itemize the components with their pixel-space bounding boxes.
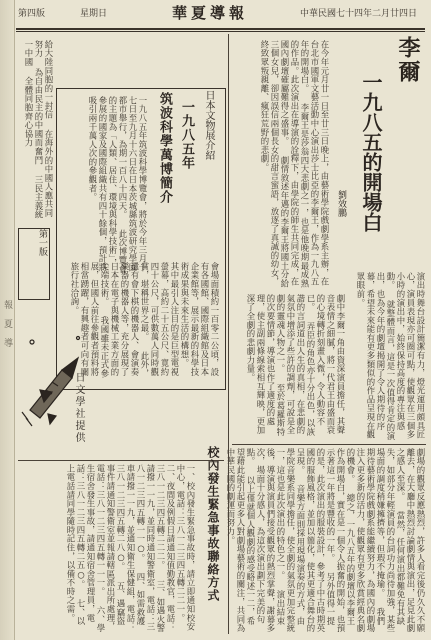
exhibit-paragraph: 此外，還有會下棋的機器人、會演奏樂器的機器人等，充分展現了日本在電子與機械工業方面的尖端技術。 xyxy=(100,262,150,378)
article-paragraph: 劇情敘述年邁的李爾王將國土分給三個女兒，卻因誤信兩個長女的甜言蜜語，放逐了真誠的幼女，終致眾叛親離、瘋狂荒野的悲劇。 xyxy=(260,40,290,288)
exhibit-body-upper xyxy=(60,96,148,276)
article-subtitle: 一九八五的開場白 xyxy=(359,72,383,232)
left-strip-line: 全體同胞齊心協力 xyxy=(24,76,34,148)
emergency-item: 三、如遇火警請撥一一九，並同時通知警衛室，電話：三八一二三四五轉一一○。 xyxy=(136,464,166,633)
emergency-item: 二、夜間及例假日請通知值勤教官，電話：三八一二三四五轉二二二。 xyxy=(156,464,176,632)
article-paragraph: 李爾王是莎翁四大悲劇之一，也是他晚期最成熟的作品。此次演出在導演的詮釋下，由學院的師生共同完成，在國內劇壇確屬難得之盛事。 xyxy=(280,40,310,288)
emergency-title: 校內發生緊急事故聯絡方式 xyxy=(206,446,220,602)
article-body-upper-1 xyxy=(230,40,330,290)
article-paragraph: 演出結束後，導演與演員們接受觀眾的熱烈掌聲，謝幕多次，場面十分感人，為這次演出劃下完美的句點。 xyxy=(246,448,286,633)
exhibit-credit: 日文學社提供 xyxy=(73,372,84,444)
exhibit-title-year: 一九八五年 xyxy=(179,100,194,170)
article-body-lower xyxy=(226,448,426,634)
exhibit-label: 日本文物展介紹 xyxy=(203,90,214,160)
article-paragraph: 另外值得一提的是，此次演出的服裝設計，參考了中古時期英國的服飾風格，並加以簡化，使其更適合舞台的呈現。 xyxy=(296,448,336,633)
exhibit-paragraph: 我國雖未正式參展，但國人前往參觀者預料將相當踴躍，有興趣者可向有關旅行社洽詢。 xyxy=(70,262,110,378)
emergency-item: 七、以上電話請同學隨時記住，以備不時之需。 xyxy=(66,464,86,626)
article-paragraph: 演出時舞台設計簡潔有力，燈光運用頗具匠心，演員表現亦可圈可點，使觀眾在三個多小時的演出中，始終保持高度的專注與感動。 xyxy=(386,272,426,440)
emergency-item: 五、遇竊盜事件請通知警衛室並報請轄區派出所處理，電話：三八一二三四五轉一一一。 xyxy=(96,464,126,632)
article-body-upper-2 xyxy=(350,272,426,442)
article-paragraph: 以上僅就個人觀劇的感受略述一二，希望藉此能引起更多人對劇場藝術的關注，共同為中華民國的劇運而努力。 xyxy=(226,448,256,633)
emergency-item: 一、校內發生緊急事故時，請立即通知校安中心，電話：三八一二三四五轉二二一。 xyxy=(176,464,196,632)
left-strip-box: 第一版 xyxy=(18,228,50,300)
left-strip-line: 給大陸同胞的一封信 xyxy=(44,40,54,120)
emergency-body xyxy=(20,464,196,634)
left-strip-text xyxy=(18,40,54,220)
left-strip-line: 三民主義統一中國 xyxy=(24,40,44,220)
article-title: 李爾 xyxy=(395,36,421,84)
exhibit-paragraph: 其中最引人注目的是巨型電視螢幕，高約二十五公尺、寬約四十公尺，可供數萬人同時觀賞，堪稱世界之最。 xyxy=(140,262,180,377)
article-paragraph: 劇場的觀眾反應熱烈，許多人看完後仍久久不願離去，在大廳中熱烈討論劇情與演出，足見此劇之感人至深。 xyxy=(396,448,426,633)
exhibit-paragraph: 此次博覽會的主題為「人類、居住、環境與科學技術」，參展的國家及國際組織共有四十餘個，預計將吸引兩千萬人次的參觀者。 xyxy=(88,96,128,274)
article-paragraph: 總之，一九八五年的劇壇以李爾王作為開場白，實在是一個令人振奮的開始，也預示著這一年將是豐收的一年。 xyxy=(326,448,356,633)
article-paragraph: 就整體而言，這是一次值得肯定的演出，也為今年的劇壇揭開了令人期待的序幕，希望未來能有更多類似的作品呈現在觀眾眼前。 xyxy=(356,272,396,441)
emergency-item: 六、學生宿舍發生事故，請通知宿舍管理員，電話：三八一二三四五轉二五○。 xyxy=(76,464,106,633)
header-rule-thin xyxy=(16,31,425,32)
binding-edge xyxy=(0,0,15,640)
header-rule xyxy=(16,28,425,30)
article-paragraph: 音樂方面則採用現場演奏的方式，由學院音樂系同學擔任，使全劇的氣氛更加完整統一，這也是此次演出的特色之一。 xyxy=(276,448,306,633)
article-paragraph: 我們期待藝術學院戲劇系能繼續努力，為國內的劇場注入更多新的活力，使觀眾有更多欣賞經典名劇的機會。 xyxy=(346,448,386,633)
exhibit-paragraph: 會場面積約一百零二公頃，設有各國館、國際組織館及日本企業館等，展示最新的科學技術成果與未來生活的構想。 xyxy=(180,262,220,377)
page-number: 第四版 xyxy=(18,9,46,19)
issue-day: 星期日 xyxy=(80,9,108,19)
section-divider xyxy=(232,444,426,445)
masthead: 華夏導報 xyxy=(171,4,248,22)
article-body-middle xyxy=(230,294,346,442)
exhibit-title: 筑波科學萬博簡介 xyxy=(157,92,172,204)
exhibit-paragraph: 一九八五年筑波科學博覽會，將於今年三月十七日至九月十六日在日本茨城縣筑波研究學園都市舉行，為期一百八十四天。 xyxy=(118,96,148,272)
article-paragraph: 劇中李爾一角由資深演員擔任，其聲音表情之細膩，將一代君王由盛而衰的心境轉折刻畫入微，令人動容不已。 xyxy=(306,294,346,435)
article-paragraph: 至於葛羅斯特的次要情節，導演也作了適度的處理，使主副兩條線索相互輝映，更加深了全劇的悲劇力量。 xyxy=(246,294,286,437)
column-divider xyxy=(228,34,229,634)
article-author: 劉效鵬 xyxy=(336,190,346,217)
article-paragraph: 當然，任何演出都難免有其缺失，如部分年輕演員的台詞功力尚待加強，某些場面的調度稍嫌擁擠等，但瑕不掩瑜。 xyxy=(376,448,406,633)
edge-text: 報 夏 導 xyxy=(2,300,12,347)
left-strip-line: 為自由民主的中國而奮鬥 xyxy=(34,68,44,165)
emergency-top-rule xyxy=(18,460,224,461)
header-date: 中華民國七十四年二月廿四日 xyxy=(300,9,418,19)
left-strip-line: 在海外的中國人應共同努力 xyxy=(34,40,54,218)
article-paragraph: 弄臣的角色亦十分出色，以詼諧的言詞道出人生的真相，在悲劇的氣氛中增添了些許的調劑，可說是全劇的靈魂人物之一。 xyxy=(276,294,316,437)
article-paragraph: 在今年元月廿一日至廿三日晚上，由藝術學院戲劇學系主辦，在台北市國軍文藝活動中心演出莎士比亞的李爾王，作為一九八五年的開場白。 xyxy=(300,40,330,287)
emergency-item: 四、如需救護車請撥一一九，並通知衛生保健組，電話：三八一二三四五轉二八○。 xyxy=(116,464,146,632)
